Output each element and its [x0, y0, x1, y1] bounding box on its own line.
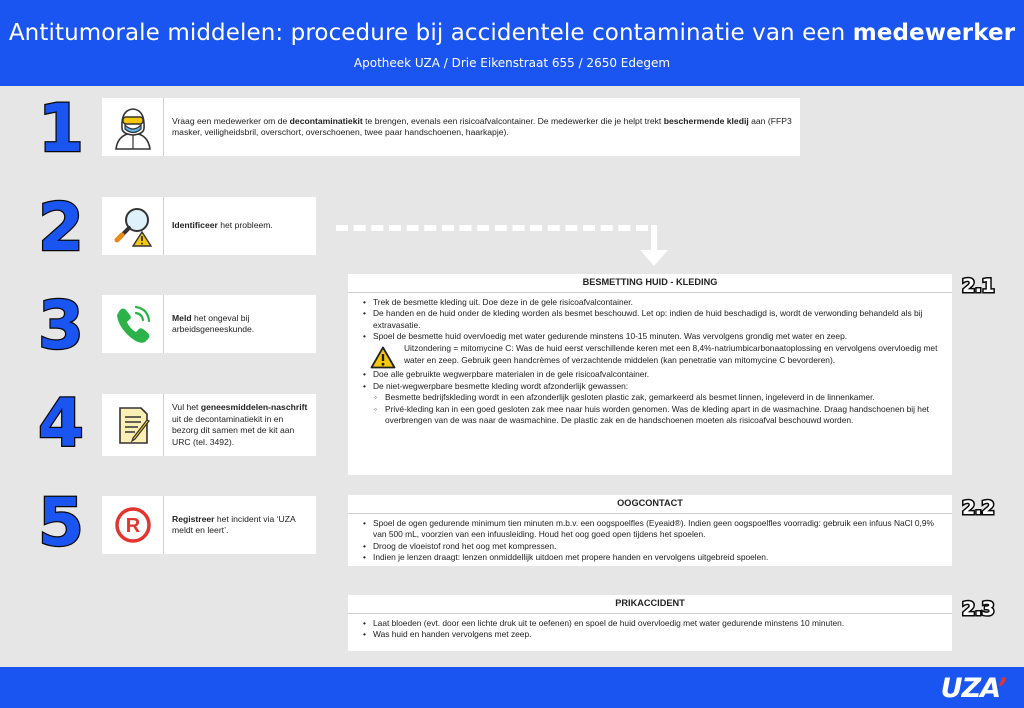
- registered-icon: [102, 496, 164, 554]
- page-subtitle: Apotheek UZA / Drie Eikenstraat 655 / 2650 Edegem: [353, 56, 671, 70]
- step-number-2: 2: [38, 189, 84, 266]
- step-number-5: 5: [38, 484, 84, 561]
- step-card-4: [102, 394, 316, 456]
- header-banner: [0, 0, 1024, 86]
- protective-suit-icon: [102, 98, 164, 156]
- step-text-4: Vul het geneesmiddelen-naschrift uit de decontaminatiekit in en bezorg dit samen met de kit aan URC (tel. 3492).: [172, 402, 308, 447]
- list-item: • De niet-wegwerpbare besmette kleding wordt afzonderlijk gewassen:: [360, 381, 940, 393]
- magnifier-warning-icon: [102, 197, 164, 255]
- list-item: • Spoel de besmette huid overvloedig met water gedurende minstens 10-15 minuten. Was vervolgens grondig met water en zeep.: [360, 331, 940, 343]
- phone-icon: [102, 295, 164, 353]
- list-item: • Trek de besmette kleding uit. Doe deze in de gele risicoafvalcontainer.: [360, 297, 940, 309]
- list-item: • Laat bloeden (evt. door een lichte druk uit te oefenen) en spoel de huid overvloedig met water gedurende minstens 10 minuten.: [360, 618, 940, 630]
- section-title: PRIKACCIDENT: [348, 598, 952, 614]
- footer-banner: [0, 667, 1024, 708]
- list-item: • Indien je lenzen draagt: lenzen onmiddellijk uitdoen met propere handen en vervolgens uitgebreid spoelen.: [360, 552, 940, 564]
- step-number-3: 3: [38, 287, 84, 364]
- warning-icon: [370, 346, 396, 369]
- svg-text:R: R: [125, 515, 140, 537]
- step-card-1: [102, 98, 800, 156]
- list-item: • Was huid en handen vervolgens met zeep.: [360, 629, 940, 641]
- warning-note: [360, 343, 940, 369]
- section-tag-2-3: 2.3: [962, 598, 995, 620]
- section-title: OOGCONTACT: [348, 498, 952, 514]
- uza-logo: UZA’: [940, 673, 1006, 704]
- list-item: • Spoel de ogen gedurende minimum tien minuten m.b.v. een oogspoelfles (Eyeaid®). Indien geen oogspoelfles voorradig: gebruik een infuus NaCl 0,9% van 500 mL, voorzien van een infuusleiding. Houd het oog goed open tijdens het spoelen.: [360, 518, 940, 541]
- flow-arrow-head: [640, 250, 668, 266]
- step-text-1: Vraag een medewerker om de decontaminatiekit te brengen, evenals een risicoafvalcontainer. De medewerker die je helpt trekt beschermende kledij aan (FFP3 masker, veiligheidsbril, overschort, overschoenen, twee paar handschoenen, haarkapje).: [172, 115, 792, 137]
- section-tag-2-1: 2.1: [962, 275, 995, 297]
- flow-arrow-line: [336, 225, 648, 231]
- step-card-2: [102, 197, 316, 255]
- list-item: • De handen en de huid onder de kleding worden als besmet beschouwd. Let op: indien de huid beschadigd is, wordt de verwonding behandeld als bij extravasatie.: [360, 308, 940, 331]
- step-card-3: [102, 295, 316, 353]
- warning-text: Uitzondering = mitomycine C: Was de huid eerst verschillende keren met een 8,4%-natriumbicarbonaatoplossing en vervolgens overvloedig met water en zeep. Gebruik geen handcrèmes of verzachtende middelen (kan penetratie van mitomycine C bevorderen).: [404, 342, 938, 365]
- section-eye-contact: [348, 495, 952, 566]
- list-item: • Doe alle gebruikte wegwerpbare materialen in de gele risicoafvalcontainer.: [360, 369, 940, 381]
- step-text-2: Identificeer het probleem.: [172, 220, 273, 231]
- list-item: • Droog de vloeistof rond het oog met kompressen.: [360, 541, 940, 553]
- section-title: BESMETTING HUID - KLEDING: [348, 277, 952, 293]
- step-text-3: Meld het ongeval bij arbeidsgeneeskunde.: [172, 312, 255, 334]
- step-text-5: Registreer het incident via ‘UZA meldt en leert’.: [172, 513, 296, 535]
- section-skin-clothing: [348, 274, 952, 475]
- sub-list-item: ◦ Privé-kleding kan in een goed gesloten zak mee naar huis worden genomen. Was de kleding apart in de wasmachine. Draag handschoenen bij het overbrengen van de was naar de wasmachine. De plastic zak en de handschoenen moeten als risicoafval beschouwd worden.: [360, 404, 940, 427]
- sub-list-item: ◦ Besmette bedrijfskleding wordt in een afzonderlijk gesloten plastic zak, gemarkeerd als besmet linnen, ingeleverd in de linnenkamer.: [360, 392, 940, 404]
- step-number-1: 1: [38, 90, 84, 167]
- section-tag-2-2: 2.2: [962, 497, 995, 519]
- section-needlestick: [348, 595, 952, 651]
- step-card-5: [102, 496, 316, 554]
- page-title: Antitumorale middelen: procedure bij accidentele contaminatie van een medewerker: [8, 20, 1016, 46]
- step-number-4: 4: [38, 385, 84, 462]
- document-icon: [102, 394, 164, 456]
- flow-arrow-stem: [651, 225, 657, 253]
